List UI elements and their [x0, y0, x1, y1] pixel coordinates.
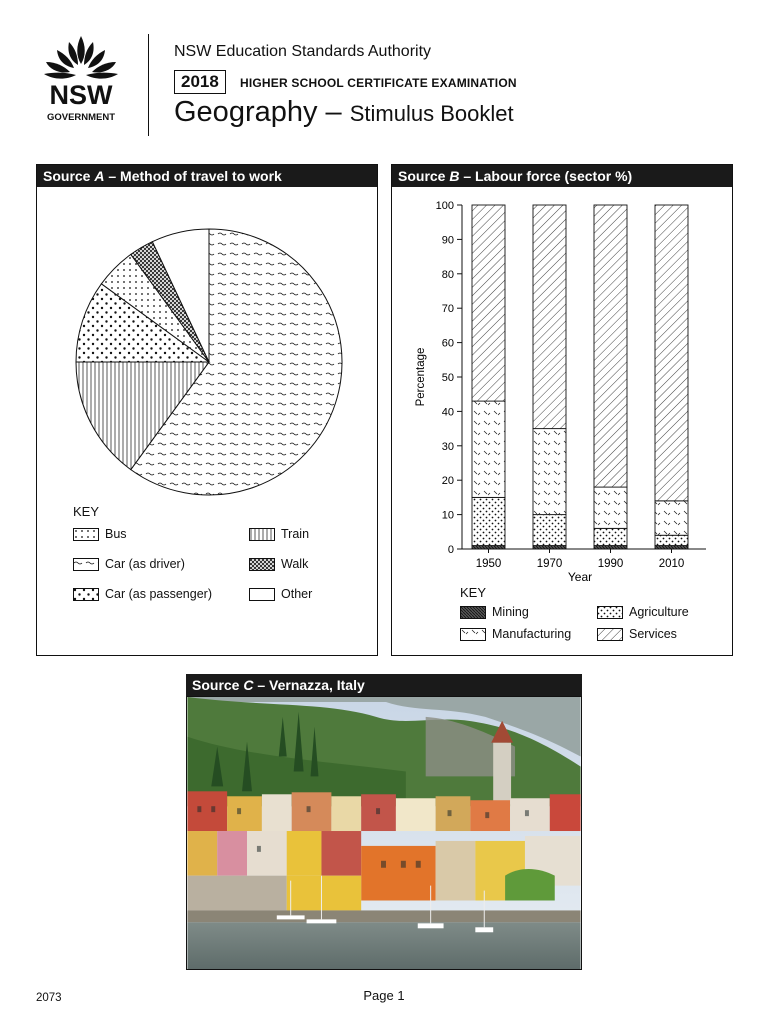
- bar-segment-mining-1970: [533, 546, 566, 549]
- key-item-mining: Mining: [460, 605, 529, 619]
- y-tick-label: 10: [441, 509, 454, 522]
- key-item-train: Train: [249, 527, 309, 541]
- key-item-manufacturing: Manufacturing: [460, 627, 571, 641]
- subject-name: Geography: [174, 96, 318, 128]
- x-tick-label: 1950: [475, 558, 502, 570]
- y-tick-label: 100: [435, 200, 454, 212]
- svg-text:GOVERNMENT: GOVERNMENT: [46, 112, 116, 123]
- y-tick-label: 40: [441, 406, 454, 419]
- bar-segment-agriculture-1970: [533, 515, 566, 546]
- y-tick-label: 70: [441, 303, 454, 316]
- source-b-panel: [391, 164, 733, 656]
- bar-segment-services-1950: [472, 205, 505, 401]
- bar-segment-manufacturing-1950: [472, 401, 505, 497]
- source-b-key-title: KEY: [460, 585, 487, 600]
- source-c-heading: Source C – Vernazza, Italy: [186, 674, 582, 696]
- y-tick-label: 60: [441, 337, 454, 350]
- key-item-services: Services: [597, 627, 677, 641]
- bar-segment-services-1970: [533, 205, 566, 429]
- y-tick-label: 80: [441, 268, 454, 281]
- page-number: Page 1: [363, 988, 405, 1003]
- x-tick-label: 1970: [536, 558, 563, 570]
- x-tick-label: 1990: [597, 558, 624, 570]
- bar-segment-mining-1950: [472, 546, 505, 549]
- title-dash: –: [317, 96, 350, 128]
- vernazza-photo: [186, 696, 582, 970]
- header-divider: [148, 34, 149, 136]
- bar-segment-manufacturing-2010: [655, 501, 688, 535]
- nsw-government-logo: [36, 34, 126, 126]
- key-item-other: Other: [249, 587, 312, 601]
- bar-segment-manufacturing-1970: [533, 429, 566, 515]
- source-a-heading: Source A – Method of travel to work: [37, 165, 377, 187]
- booklet-name: Stimulus Booklet: [349, 101, 514, 126]
- y-axis-label: Percentage: [415, 347, 427, 407]
- y-tick-label: 30: [441, 440, 454, 453]
- bar-segment-mining-2010: [655, 546, 688, 549]
- y-tick-label: 90: [441, 234, 454, 247]
- page-title: [174, 96, 514, 129]
- pie-chart: [37, 189, 377, 509]
- bar-segment-agriculture-1990: [594, 528, 627, 545]
- key-item-walk: Walk: [249, 557, 308, 571]
- key-item-car-driver: Car (as driver): [73, 557, 185, 571]
- source-a-panel: [36, 164, 378, 656]
- exam-year: 2018: [174, 70, 226, 94]
- source-a-key-title: KEY: [73, 504, 100, 519]
- booklet-code: 2073: [36, 992, 62, 1004]
- y-tick-label: 50: [441, 372, 454, 384]
- y-tick-label: 20: [441, 475, 454, 488]
- waratah-icon: [36, 34, 126, 126]
- bar-segment-agriculture-2010: [655, 535, 688, 545]
- bar-segment-mining-1990: [594, 546, 627, 549]
- x-tick-label: 2010: [658, 558, 685, 570]
- bar-chart: [392, 189, 732, 589]
- bar-segment-agriculture-1950: [472, 497, 505, 545]
- bar-segment-manufacturing-1990: [594, 487, 627, 528]
- source-c-panel: [186, 674, 582, 970]
- key-item-bus: Bus: [73, 527, 127, 541]
- bar-segment-services-2010: [655, 205, 688, 501]
- bar-segment-services-1990: [594, 205, 627, 487]
- exam-title: HIGHER SCHOOL CERTIFICATE EXAMINATION: [240, 76, 517, 90]
- x-axis-label: Year: [567, 570, 593, 584]
- y-tick-label: 0: [447, 544, 454, 556]
- key-item-car-passenger: Car (as passenger): [73, 587, 212, 601]
- source-b-heading: Source B – Labour force (sector %): [392, 165, 732, 187]
- svg-text:NSW: NSW: [49, 80, 113, 110]
- authority-name: NSW Education Standards Authority: [174, 43, 432, 60]
- key-item-agriculture: Agriculture: [597, 605, 689, 619]
